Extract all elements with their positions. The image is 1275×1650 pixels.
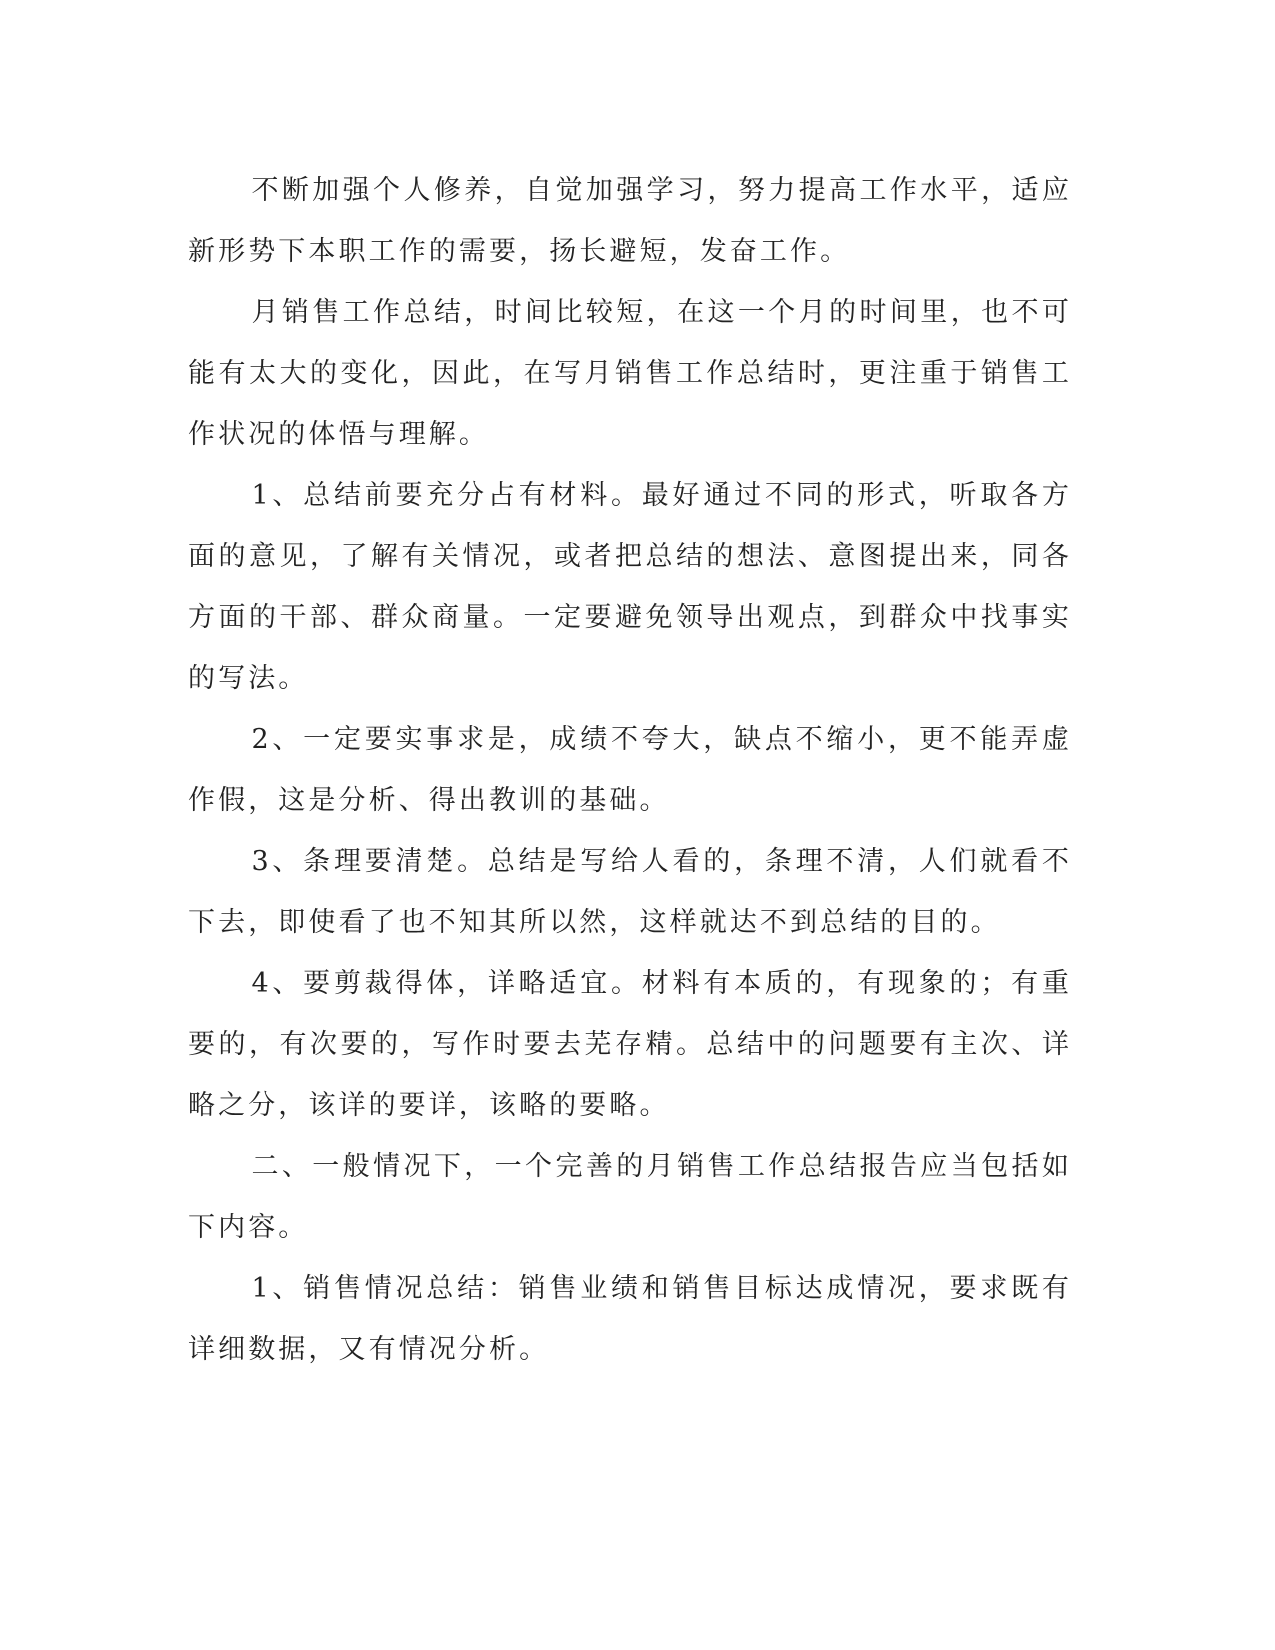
paragraph-7: 二、一般情况下，一个完善的月销售工作总结报告应当包括如下内容。 [188,1151,1072,1243]
paragraph-3: 1、总结前要充分占有材料。最好通过不同的形式，听取各方面的意见，了解有关情况，或者把总结的想法、意图提出来，同各方面的干部、群众商量。一定要避免领导出观点，到群众中找事实的写法。 [188,480,1072,694]
paragraph-4: 2、一定要实事求是，成绩不夸大，缺点不缩小，更不能弄虚作假，这是分析、得出教训的基础。 [188,724,1072,816]
document-body [188,160,1072,1380]
paragraph-6: 4、要剪裁得体，详略适宜。材料有本质的，有现象的；有重要的，有次要的，写作时要去芜存精。总结中的问题要有主次、详略之分，该详的要详，该略的要略。 [188,968,1072,1121]
paragraph-5: 3、条理要清楚。总结是写给人看的，条理不清，人们就看不下去，即使看了也不知其所以然，这样就达不到总结的目的。 [188,846,1072,938]
paragraph-8: 1、销售情况总结：销售业绩和销售目标达成情况，要求既有详细数据，又有情况分析。 [188,1273,1072,1365]
paragraph-1: 不断加强个人修养，自觉加强学习，努力提高工作水平，适应新形势下本职工作的需要，扬长避短，发奋工作。 [188,175,1072,267]
paragraph-2: 月销售工作总结，时间比较短，在这一个月的时间里，也不可能有太大的变化，因此，在写月销售工作总结时，更注重于销售工作状况的体悟与理解。 [188,297,1072,450]
